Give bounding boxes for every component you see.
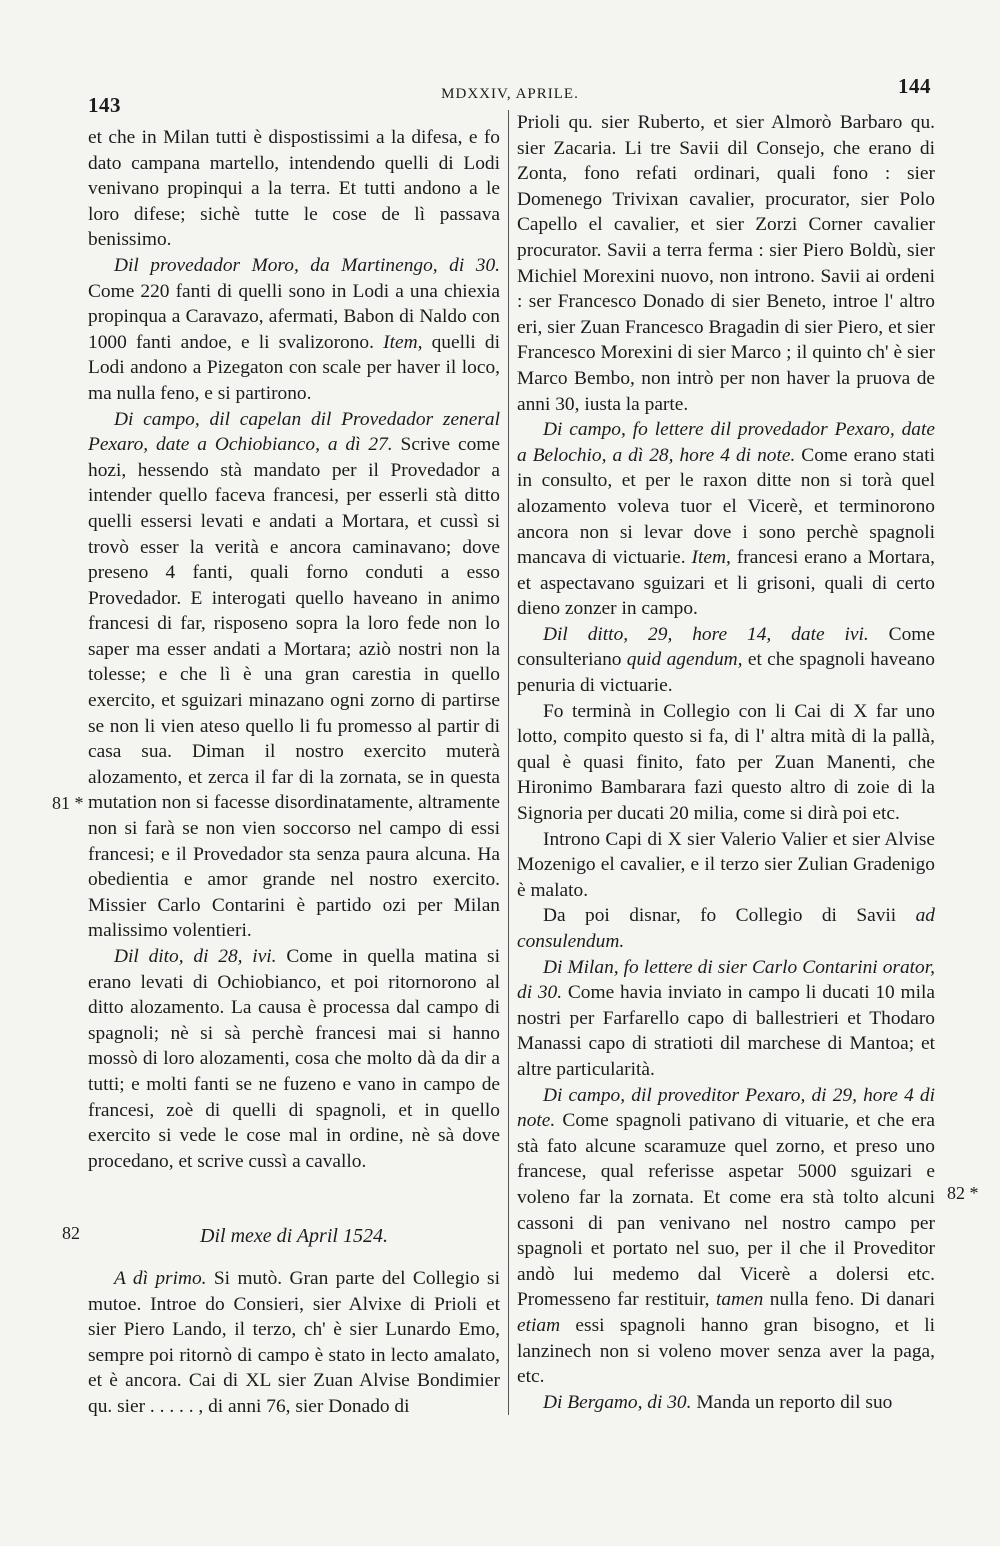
right-column bbox=[517, 110, 935, 1415]
running-head: MDXXIV, APRILE. bbox=[441, 86, 579, 102]
paragraph-text: Manda un reporto dil suo bbox=[691, 1391, 893, 1413]
page-number-right: 144 bbox=[898, 74, 931, 98]
italic-term: ad consulendum. bbox=[517, 905, 935, 952]
entry-heading: Di Bergamo, di 30. bbox=[543, 1391, 692, 1413]
paragraph bbox=[517, 827, 935, 904]
paragraph-text: et che in Milan tutti è dispostissimi a la difesa, e fo dato campana martello, intendendo quelli di Lodi venivano propinqui a la terra. Et tutti andono a le loro difese; sichè tutte le cose de lì passava benissimo. bbox=[88, 127, 500, 251]
paragraph-text: francesi erano a Mortara, et aspectavano sguizari et li grisoni, quali di certo dieno zonzer in campo. bbox=[517, 547, 935, 620]
paragraph bbox=[517, 699, 935, 827]
paragraph bbox=[517, 1083, 935, 1390]
paragraph bbox=[88, 407, 500, 944]
paragraph-text: Prioli qu. sier Ruberto, et sier Almorò Barbaro qu. sier Zacaria. Li tre Savii dil Consejo, che erano di Zonta, fono refati ordinari, quali fono : sier Domenego Trivixan cavalier, procurator, sier Polo Capello el cavalier, et sier Zorzi Corner cavalier procurator. Savii a terra ferma : sier Piero Boldù, sier Michiel Morexini nuovo, non introno. Savii ai ordeni : ser Francesco Donado di sier Beneto, introe l' altro eri, sier Zuan Francesco Bragadin di sier Piero, et sier Francesco Morexini di sier Marco ; il quinto ch' è sier Marco Bembo, non intrò per non haver la pruova de anni 30, iusta la parte. bbox=[517, 112, 935, 415]
paragraph bbox=[88, 1266, 500, 1420]
entry-heading: Di Milan, fo lettere di sier Carlo Contarini orator, di 30. bbox=[517, 956, 935, 1004]
column-divider bbox=[508, 110, 509, 1415]
margin-note-82-left: 82 bbox=[62, 1223, 80, 1243]
paragraph bbox=[517, 417, 935, 622]
entry-heading: Di campo, fo lettere dil provedador Pexaro, date a Belochio, a dì 28, hore 4 di note. bbox=[517, 419, 935, 466]
paragraph bbox=[517, 955, 935, 1083]
paragraph bbox=[517, 1390, 935, 1416]
paragraph-text: Da poi disnar, fo Collegio di Savii bbox=[543, 905, 916, 927]
paragraph-text: quelli di Lodi andono a Pizegaton con scale per haver il loco, ma nulla feno, e si partirono. bbox=[88, 331, 500, 404]
paragraph bbox=[517, 903, 935, 954]
entry-heading: Dil ditto, 29, hore 14, date ivi. bbox=[543, 623, 869, 645]
paragraph bbox=[517, 622, 935, 699]
entry-heading: Di campo, dil capelan dil Provedador zeneral Pexaro, date a Ochiobianco, a dì 27. bbox=[88, 408, 500, 456]
paragraph-text: essi spagnoli hanno gran bisogno, et li lanzinech non si voleno mover senza aver la paga, etc. bbox=[517, 1314, 935, 1388]
paragraph bbox=[88, 125, 500, 253]
paragraph-text: Si mutò. Gran parte del Collegio si mutoe. Introe do Consieri, sier Alvixe di Prioli et sier Piero Lando, il terzo, ch' è sier Lunardo Emo, sempre poi ritornò di campo è stato in lecto amalato, et è ancora. Cai di XL sier Zuan Alvise Bondimier qu. sier . . . . . , di anni 76, sier Donado di bbox=[88, 1267, 500, 1417]
paragraph-text: Come in quella matina si erano levati di Ochiobianco, et poi ritornorono al ditto alozamento. La causa è processa dal campo di spagnoli; nè si sà perchè francesi mai si hanno mossò di loro alozamenti, cosa che molto dà da dir a tutti; e molti fanti se ne fuzeno e vano in campo de francesi, zoè di quelli di spagnoli, et in quello exercito si vede le cose mal in ordine, nè sà dove procedano, et scrive cussì a cavallo. bbox=[88, 946, 500, 1172]
entry-heading: A dì primo. bbox=[114, 1267, 207, 1289]
margin-note-81: 81 * bbox=[52, 793, 84, 813]
entry-heading: Dil provedador Moro, da Martinengo, di 30. bbox=[114, 254, 500, 276]
page-number-left: 143 bbox=[88, 93, 121, 117]
italic-term: quid agendum, bbox=[626, 649, 743, 671]
paragraph bbox=[88, 944, 500, 1174]
entry-heading: Dil dito, di 28, ivi. bbox=[114, 946, 277, 967]
paragraph-text: Come consulteriano bbox=[517, 623, 935, 671]
paragraph bbox=[88, 253, 500, 407]
italic-term: Item, bbox=[383, 331, 423, 353]
italic-term: etiam bbox=[517, 1314, 561, 1336]
paragraph-text: Come erano stati in consulto, et per le raxon ditte non si torà quel alozamento voleva tuor el Vicerè, et terminorono ancora non si levar dove i sono perchè spagnoli mancava di victuarie. bbox=[517, 444, 935, 569]
paragraph-text: Scrive come hozi, hessendo stà mandato per il Provedador a intender quello faceva francesi, per esserli stà ditto quelli essersi levati e andati a Mortara, et cussì si trovò esser la verità e ancora caminavano; dove preseno 4 fanti, quali forno conduti a esso Provedador. E interogati quello haveano in animo francesi di far, risposeno sopra la loro fede non lo saper ma esser andati a Mortara; aziò nostri non la tolesse; e che lì è una gran carestia in quello exercito, et sguizari minazano ogni zorno di partirse se non li vien ateso quello li fu promesso al partir di casa sua. Diman il nostro exercito muterà alozamento, et zerca il far di la zornata, se in questa mutation non si facesse disordinatamente, altramente non si farà se non vien soccorso nel campo di essi francesi; e il Provedador sta senza paura alcuna. Ha obedientia e amor grande nel nostro exercito. Missier Carlo Contarini è partido ozi per Milan malissimo volentieri. bbox=[88, 434, 500, 942]
section-heading: Dil mexe di April 1524. bbox=[200, 1225, 388, 1248]
left-column bbox=[88, 125, 500, 1420]
paragraph bbox=[517, 110, 935, 417]
paragraph-text: Fo terminà in Collegio con li Cai di X far uno lotto, compito questo si fa, di l' altra mità di la pallà, qual è quasi finito, fato per Zuan Manenti, che Hironimo Bambarara fazi questo altro di zoie di la Signoria per ducati 20 milia, come si dirà poi etc. bbox=[517, 700, 935, 825]
margin-note-82-right: 82 * bbox=[947, 1183, 979, 1203]
paragraph-text: Come 220 fanti di quelli sono in Lodi a una chiexia propinqua a Caravazo, afermati, Babon di Naldo con 1000 fanti andoe, e li svalizorono. bbox=[88, 280, 500, 353]
italic-term: tamen bbox=[715, 1289, 764, 1311]
paragraph-text: nulla feno. Di danari bbox=[763, 1289, 935, 1311]
paragraph-text: Come spagnoli pativano di vituarie, et che era stà fato alcune scaramuze quel zorno, et preso uno francese, qual referisse aspetar 5000 sguizari e voleno far la zornata. Et come era stà tolto alcuni cassoni di pan venivano nel nostro campo per spagnoli et portato nel suo, per il che il Proveditor andò lui medemo dal Vicerè a dolersi etc. Promesseno far restituir, bbox=[517, 1110, 935, 1311]
paragraph-text: et che spagnoli haveano penuria di victuarie. bbox=[517, 649, 935, 697]
paragraph-text: Introno Capi di X sier Valerio Valier et sier Alvise Mozenigo el cavalier, e il terzo sier Zulian Gradenigo è malato. bbox=[517, 828, 935, 901]
entry-heading: Di campo, dil proveditor Pexaro, di 29, hore 4 di note. bbox=[517, 1084, 935, 1132]
paragraph-text: Come havia inviato in campo li ducati 10 mila nostri per Farfarello capo di ballestrieri et Thodaro Manassi capo di stratioti dil marchese di Mantoa; et altre particularità. bbox=[517, 982, 935, 1080]
italic-term: Item, bbox=[691, 547, 731, 569]
